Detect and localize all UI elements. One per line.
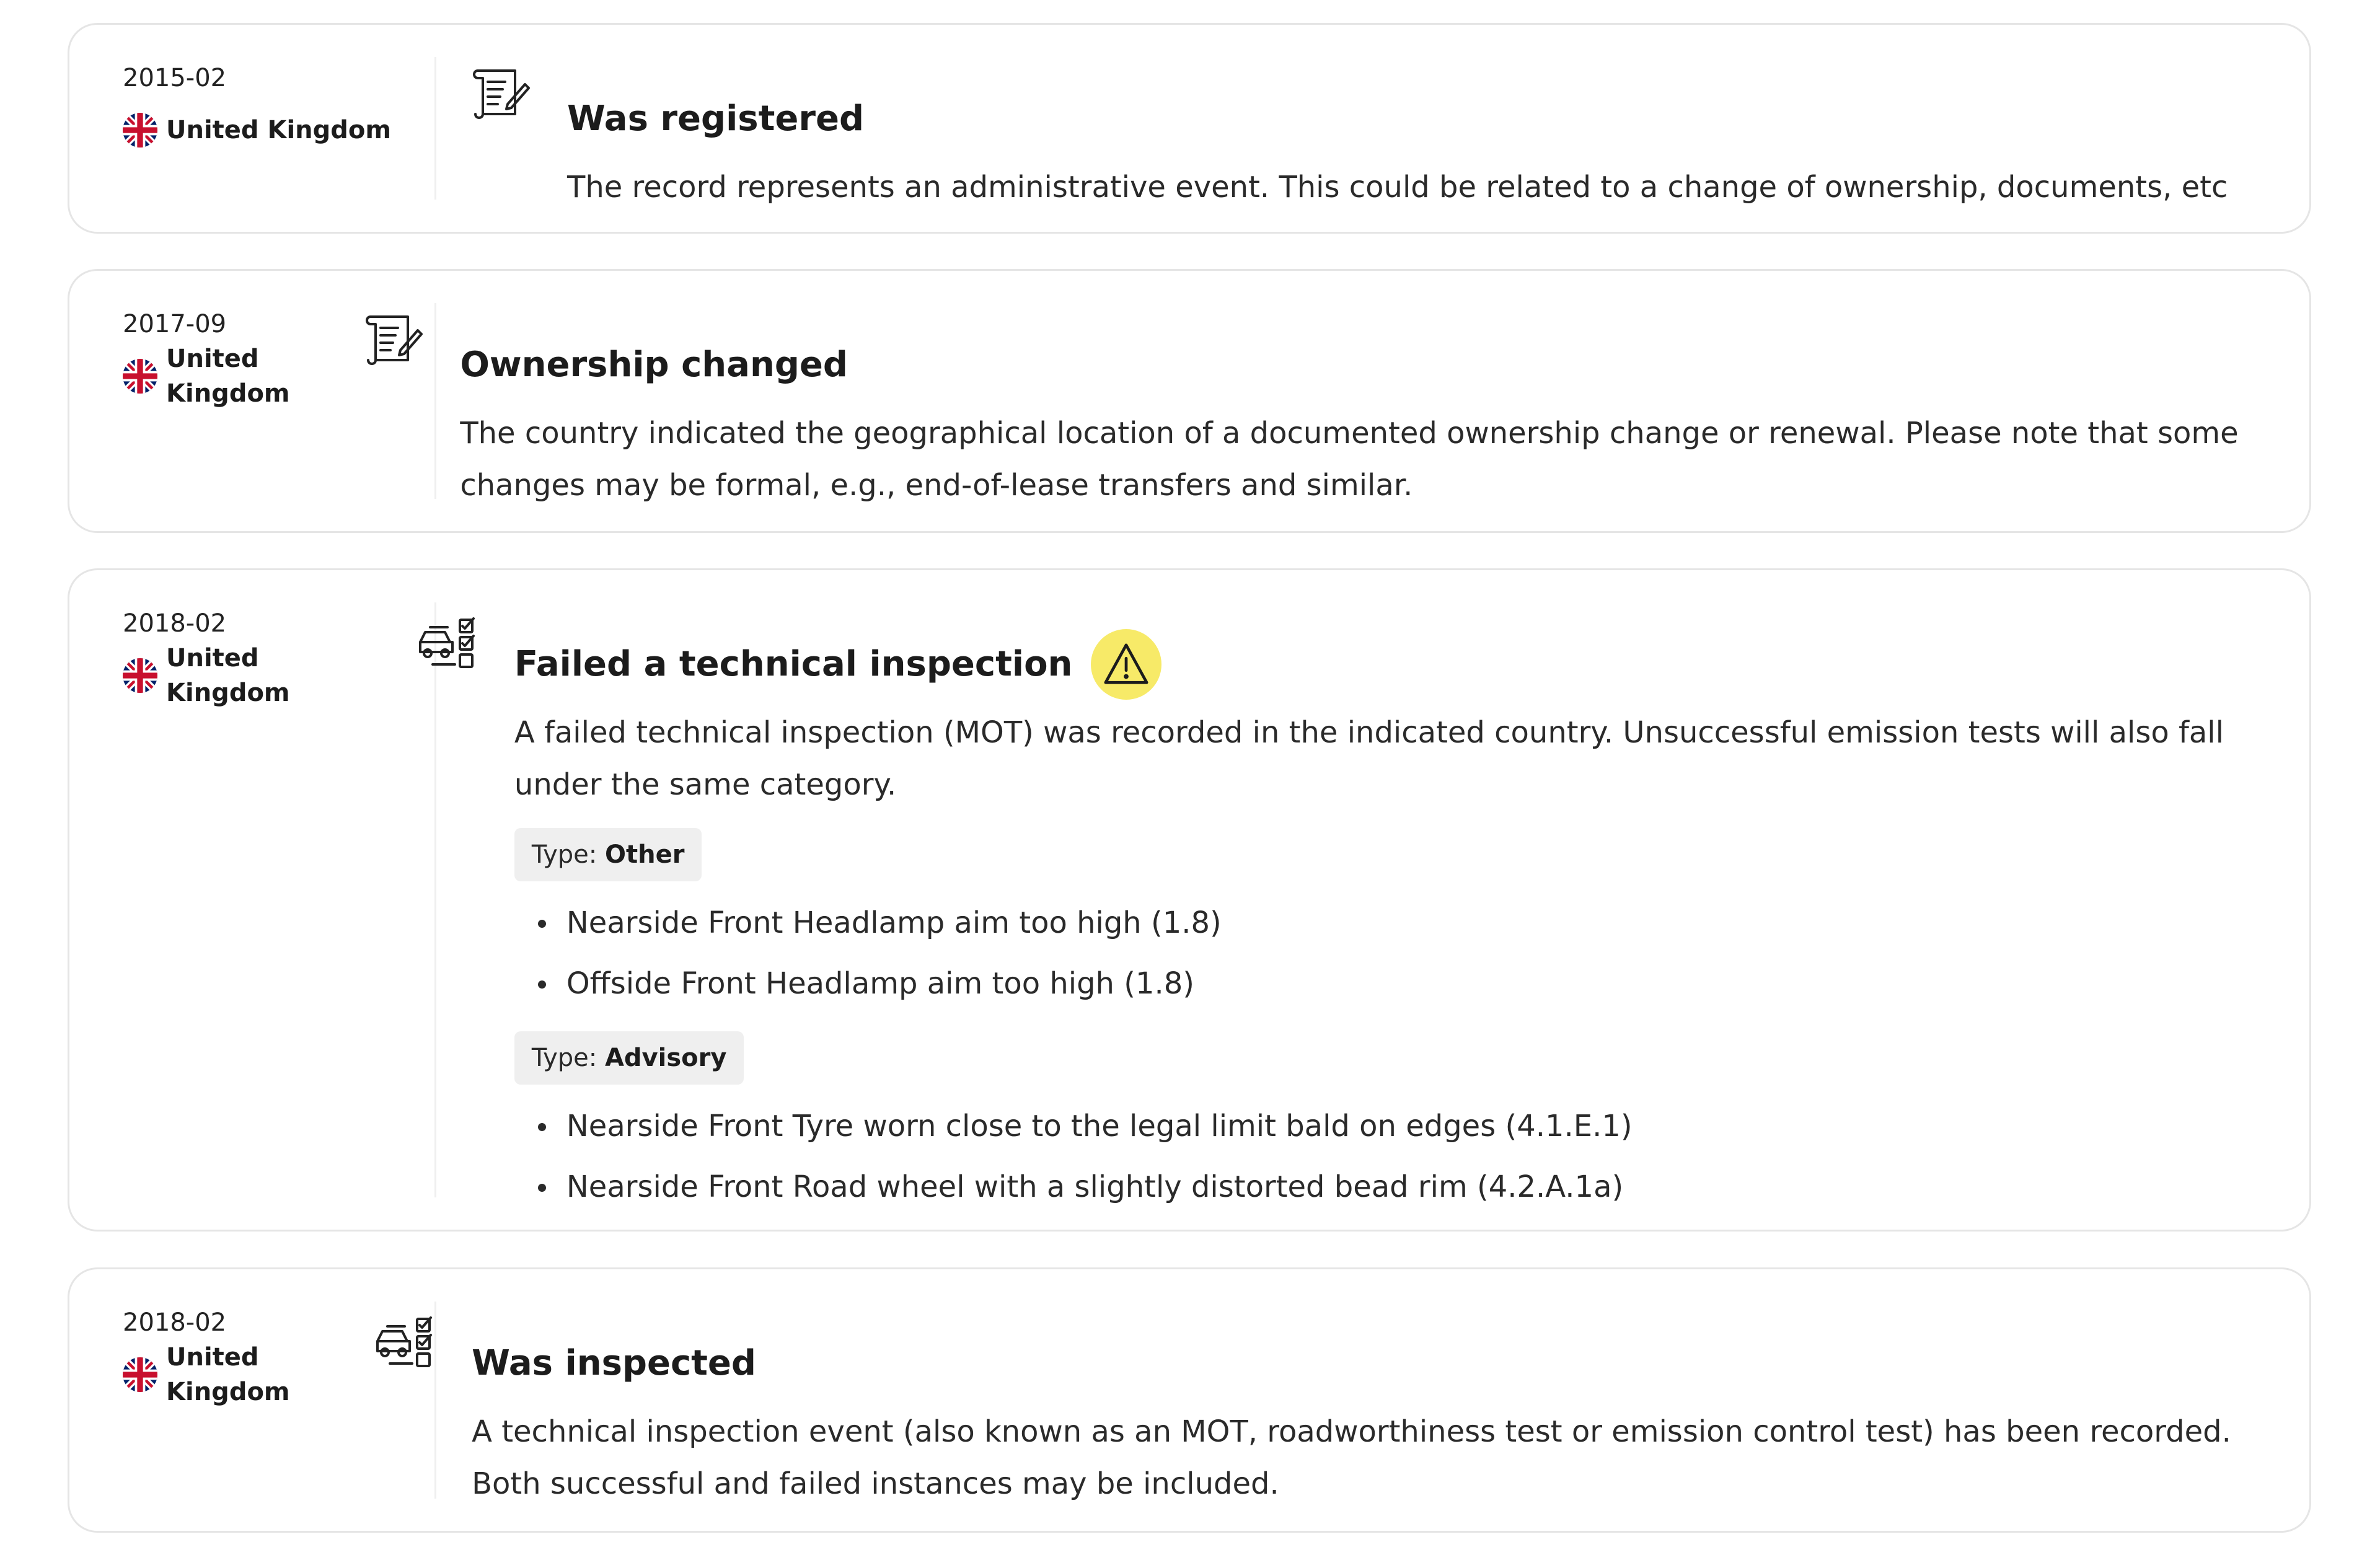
uk-flag-icon: [123, 658, 157, 693]
list-item: Nearside Front Headlamp aim too high (1.8): [514, 892, 2260, 953]
document-pen-icon: [363, 313, 423, 368]
event-title-row: [472, 1326, 2260, 1401]
event-meta: [69, 1269, 339, 1531]
event-date: 2017-09: [123, 310, 227, 338]
event-title: Failed a technical inspection: [514, 644, 1073, 684]
event-body: [382, 570, 2309, 1230]
list-item: Offside Front Headlamp aim too high (1.8): [514, 953, 2260, 1014]
type-value: Advisory: [604, 1044, 727, 1072]
warning-triangle-icon: [1091, 629, 1161, 700]
uk-flag-icon: [123, 359, 157, 394]
event-country: [123, 644, 382, 707]
event-meta: [69, 25, 434, 232]
country-name: United Kingdom: [166, 1343, 290, 1406]
event-body: [434, 25, 2309, 232]
event-title: Ownership changed: [460, 345, 848, 385]
type-chip-other: [514, 828, 702, 881]
event-country: [123, 345, 327, 408]
event-meta: [69, 570, 382, 1230]
uk-flag-icon: [123, 113, 157, 148]
car-checklist-icon: [375, 1314, 434, 1368]
type-chip-advisory: [514, 1031, 744, 1085]
event-meta: [69, 271, 327, 531]
event-title: Was inspected: [472, 1343, 756, 1383]
event-title-row: [567, 82, 2260, 156]
event-card-failed-inspection: [68, 568, 2311, 1231]
defect-list-advisory: [514, 1096, 2260, 1217]
event-date: 2018-02: [123, 1308, 227, 1337]
event-card-registered: [68, 23, 2311, 234]
event-description: A technical inspection event (also known as an MOT, roadworthiness test or emission control test) has been recorded. Both successful and failed instances may be included.: [472, 1414, 2231, 1501]
type-prefix: Type:: [531, 840, 597, 869]
uk-flag-icon: [123, 1357, 157, 1392]
country-name: United Kingdom: [166, 345, 290, 408]
event-date: 2015-02: [123, 64, 227, 92]
list-item: Nearside Front Road wheel with a slightly distorted bead rim (4.2.A.1a): [514, 1156, 2260, 1217]
event-description: The country indicated the geographical location of a documented ownership change or renewal. Please note that some changes may be formal, e.g., end-of-lease transfers and similar.: [460, 416, 2239, 503]
type-prefix: Type:: [531, 1044, 597, 1072]
document-pen-icon: [470, 67, 530, 121]
event-description: A failed technical inspection (MOT) was recorded in the indicated country. Unsuccessful emission tests will also fall under the same category.: [514, 715, 2224, 802]
event-title-row: [460, 328, 2260, 402]
country-name: United Kingdom: [166, 644, 290, 707]
car-checklist-icon: [418, 615, 477, 669]
country-name: United Kingdom: [166, 116, 392, 144]
event-title: Was registered: [567, 99, 865, 139]
type-value: Other: [604, 840, 685, 869]
defect-list-other: [514, 892, 2260, 1014]
event-card-ownership: [68, 269, 2311, 533]
event-country: [123, 1343, 339, 1406]
event-card-inspected: [68, 1267, 2311, 1533]
list-item: Nearside Front Tyre worn close to the legal limit bald on edges (4.1.E.1): [514, 1096, 2260, 1156]
event-country: [123, 113, 434, 148]
event-date: 2018-02: [123, 609, 227, 638]
event-body: [339, 1269, 2309, 1531]
event-body: [327, 271, 2309, 531]
event-title-row: [514, 627, 2260, 702]
event-description: The record represents an administrative event. This could be related to a change of ownership, documents, etc: [567, 170, 2228, 205]
